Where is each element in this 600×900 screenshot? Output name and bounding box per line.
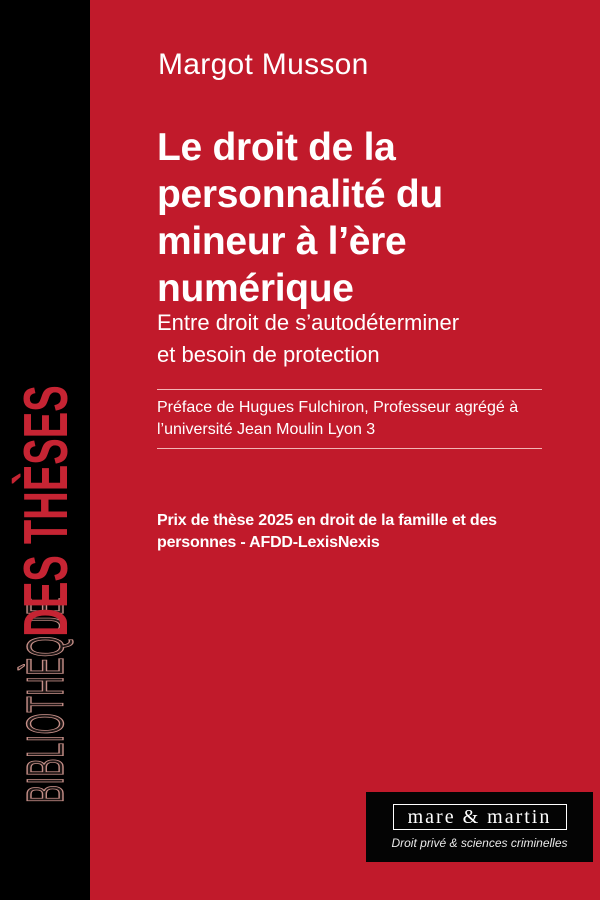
preface-line: l’université Jean Moulin Lyon 3 — [157, 421, 376, 438]
publisher-tagline: Droit privé & sciences criminelles — [391, 836, 568, 850]
subtitle-line: Entre droit de s’autodéterminer — [157, 310, 460, 335]
spine-series-solid-text: DES THÈSES — [12, 385, 81, 637]
title-line: mineur à l’ère — [157, 220, 407, 263]
award-line: Prix de thèse 2025 en droit de la famille et des — [157, 512, 497, 529]
publisher-name-frame — [393, 804, 567, 830]
spine-series-outline-text: BIBLIOTHÈQUE — [17, 596, 75, 804]
author-name: Margot Musson — [158, 48, 369, 81]
title-line: Le droit de la — [157, 126, 396, 169]
publisher-name: mare & martin — [407, 806, 552, 828]
divider-line-bottom — [157, 448, 542, 449]
book-subtitle — [157, 307, 459, 371]
preface-text — [157, 397, 518, 441]
publisher-logo — [366, 792, 593, 862]
award-line: personnes - AFDD-LexisNexis — [157, 534, 380, 551]
subtitle-line: et besoin de protection — [157, 342, 380, 367]
spine-strip — [0, 0, 90, 900]
book-title — [157, 124, 443, 312]
award-text — [157, 510, 497, 554]
title-line: numérique — [157, 267, 354, 310]
divider-line-top — [157, 389, 542, 390]
title-line: personnalité du — [157, 173, 443, 216]
preface-line: Préface de Hugues Fulchiron, Professeur agrégé à — [157, 399, 519, 416]
